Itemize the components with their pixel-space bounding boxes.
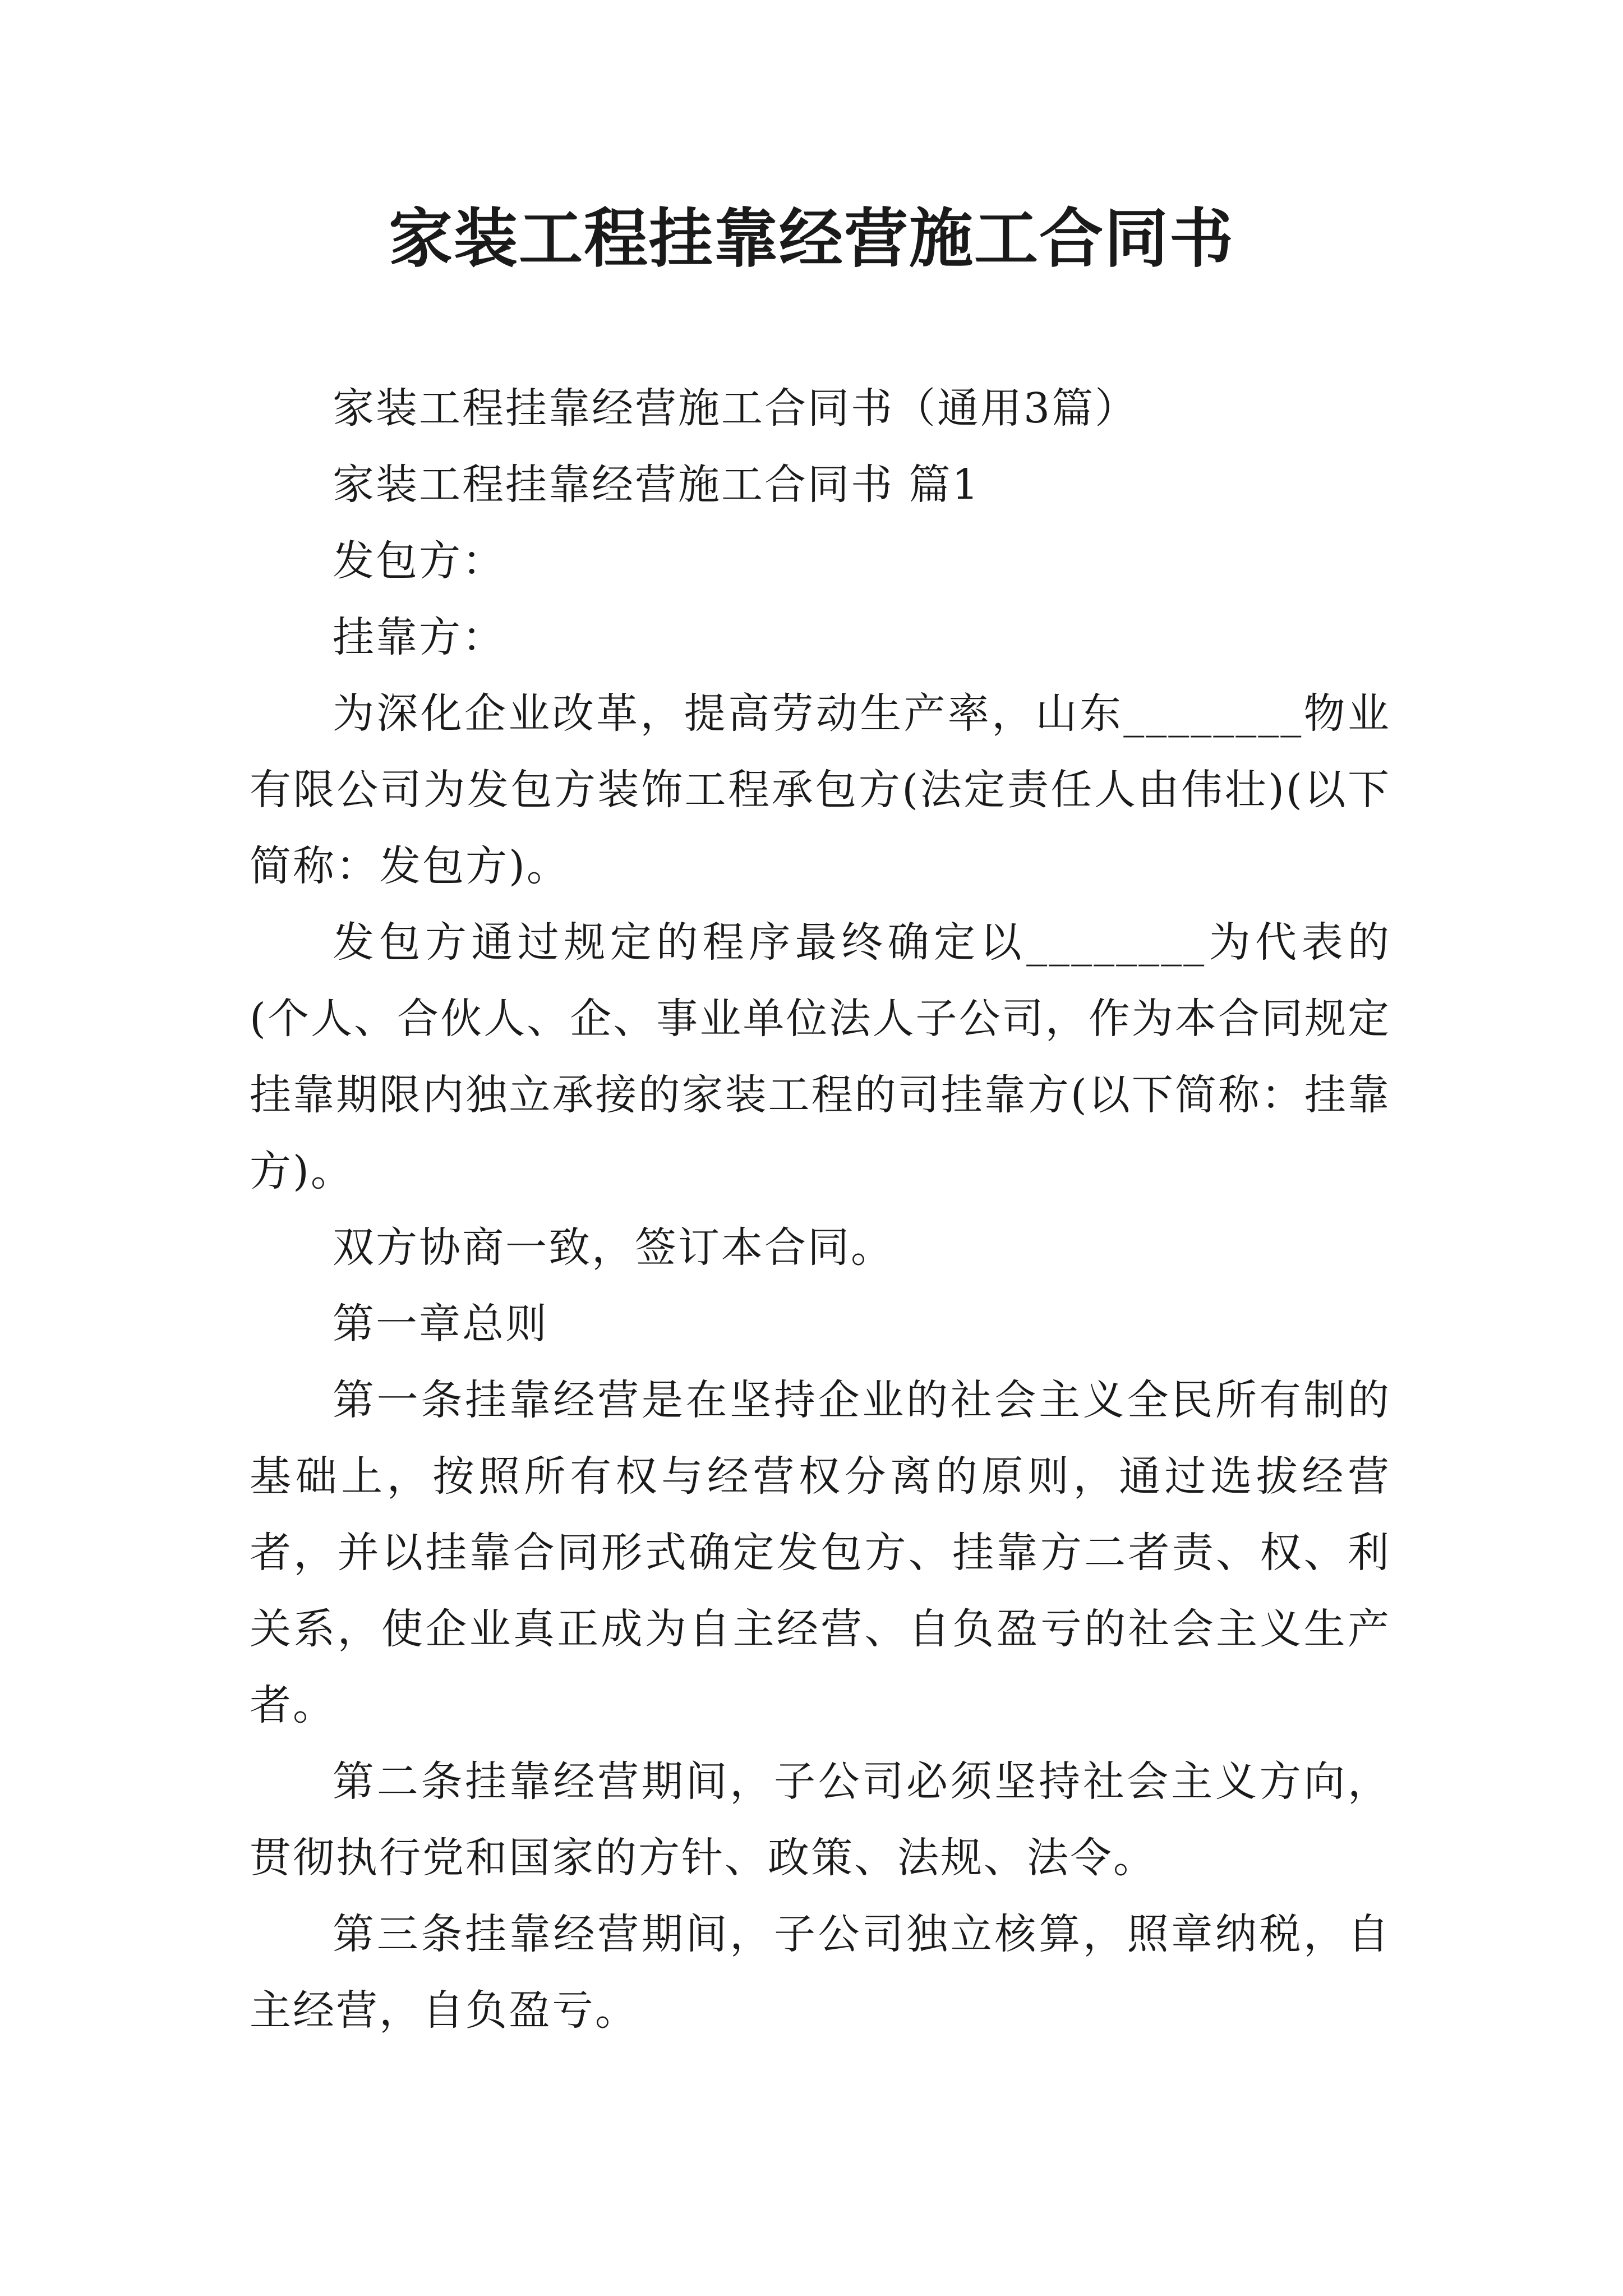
party-b-label: 挂靠方：	[333, 613, 505, 661]
document-body	[250, 370, 1391, 2049]
body-paragraph: 为深化企业改革，提高劳动生产率，山东________物业有限公司为发包方装饰工程承包方(法定责任人由伟壮)(以下简称：发包方)。	[250, 689, 1391, 890]
article-paragraph: 第二条挂靠经营期间，子公司必须坚持社会主义方向，贯彻执行党和国家的方针、政策、法规、法令。	[250, 1757, 1391, 1882]
article-paragraph: 第一条挂靠经营是在坚持企业的社会主义全民所有制的基础上，按照所有权与经营权分离的原则，通过选拔经营者，并以挂靠合同形式确定发包方、挂靠方二者责、权、利关系，使企业真正成为自主经营、自负盈亏的社会主义生产者。	[250, 1376, 1391, 1729]
article-paragraph: 第三条挂靠经营期间，子公司独立核算，照章纳税，自主经营，自负盈亏。	[250, 1910, 1391, 2035]
chapter-heading: 第一章总则	[333, 1300, 548, 1348]
body-paragraph: 双方协商一致，签订本合同。	[333, 1223, 894, 1272]
body-paragraph: 发包方通过规定的程序最终确定以________为代表的(个人、合伙人、企、事业单位法人子公司，作为本合同规定挂靠期限内独立承接的家装工程的司挂靠方(以下简称：挂靠方)。	[250, 918, 1391, 1195]
section-heading: 家装工程挂靠经营施工合同书 篇1	[333, 461, 980, 509]
subtitle-paragraph: 家装工程挂靠经营施工合同书（通用3篇）	[333, 384, 1138, 432]
party-a-label: 发包方：	[333, 537, 505, 585]
document-title: 家装工程挂靠经营施工合同书	[388, 201, 1234, 276]
